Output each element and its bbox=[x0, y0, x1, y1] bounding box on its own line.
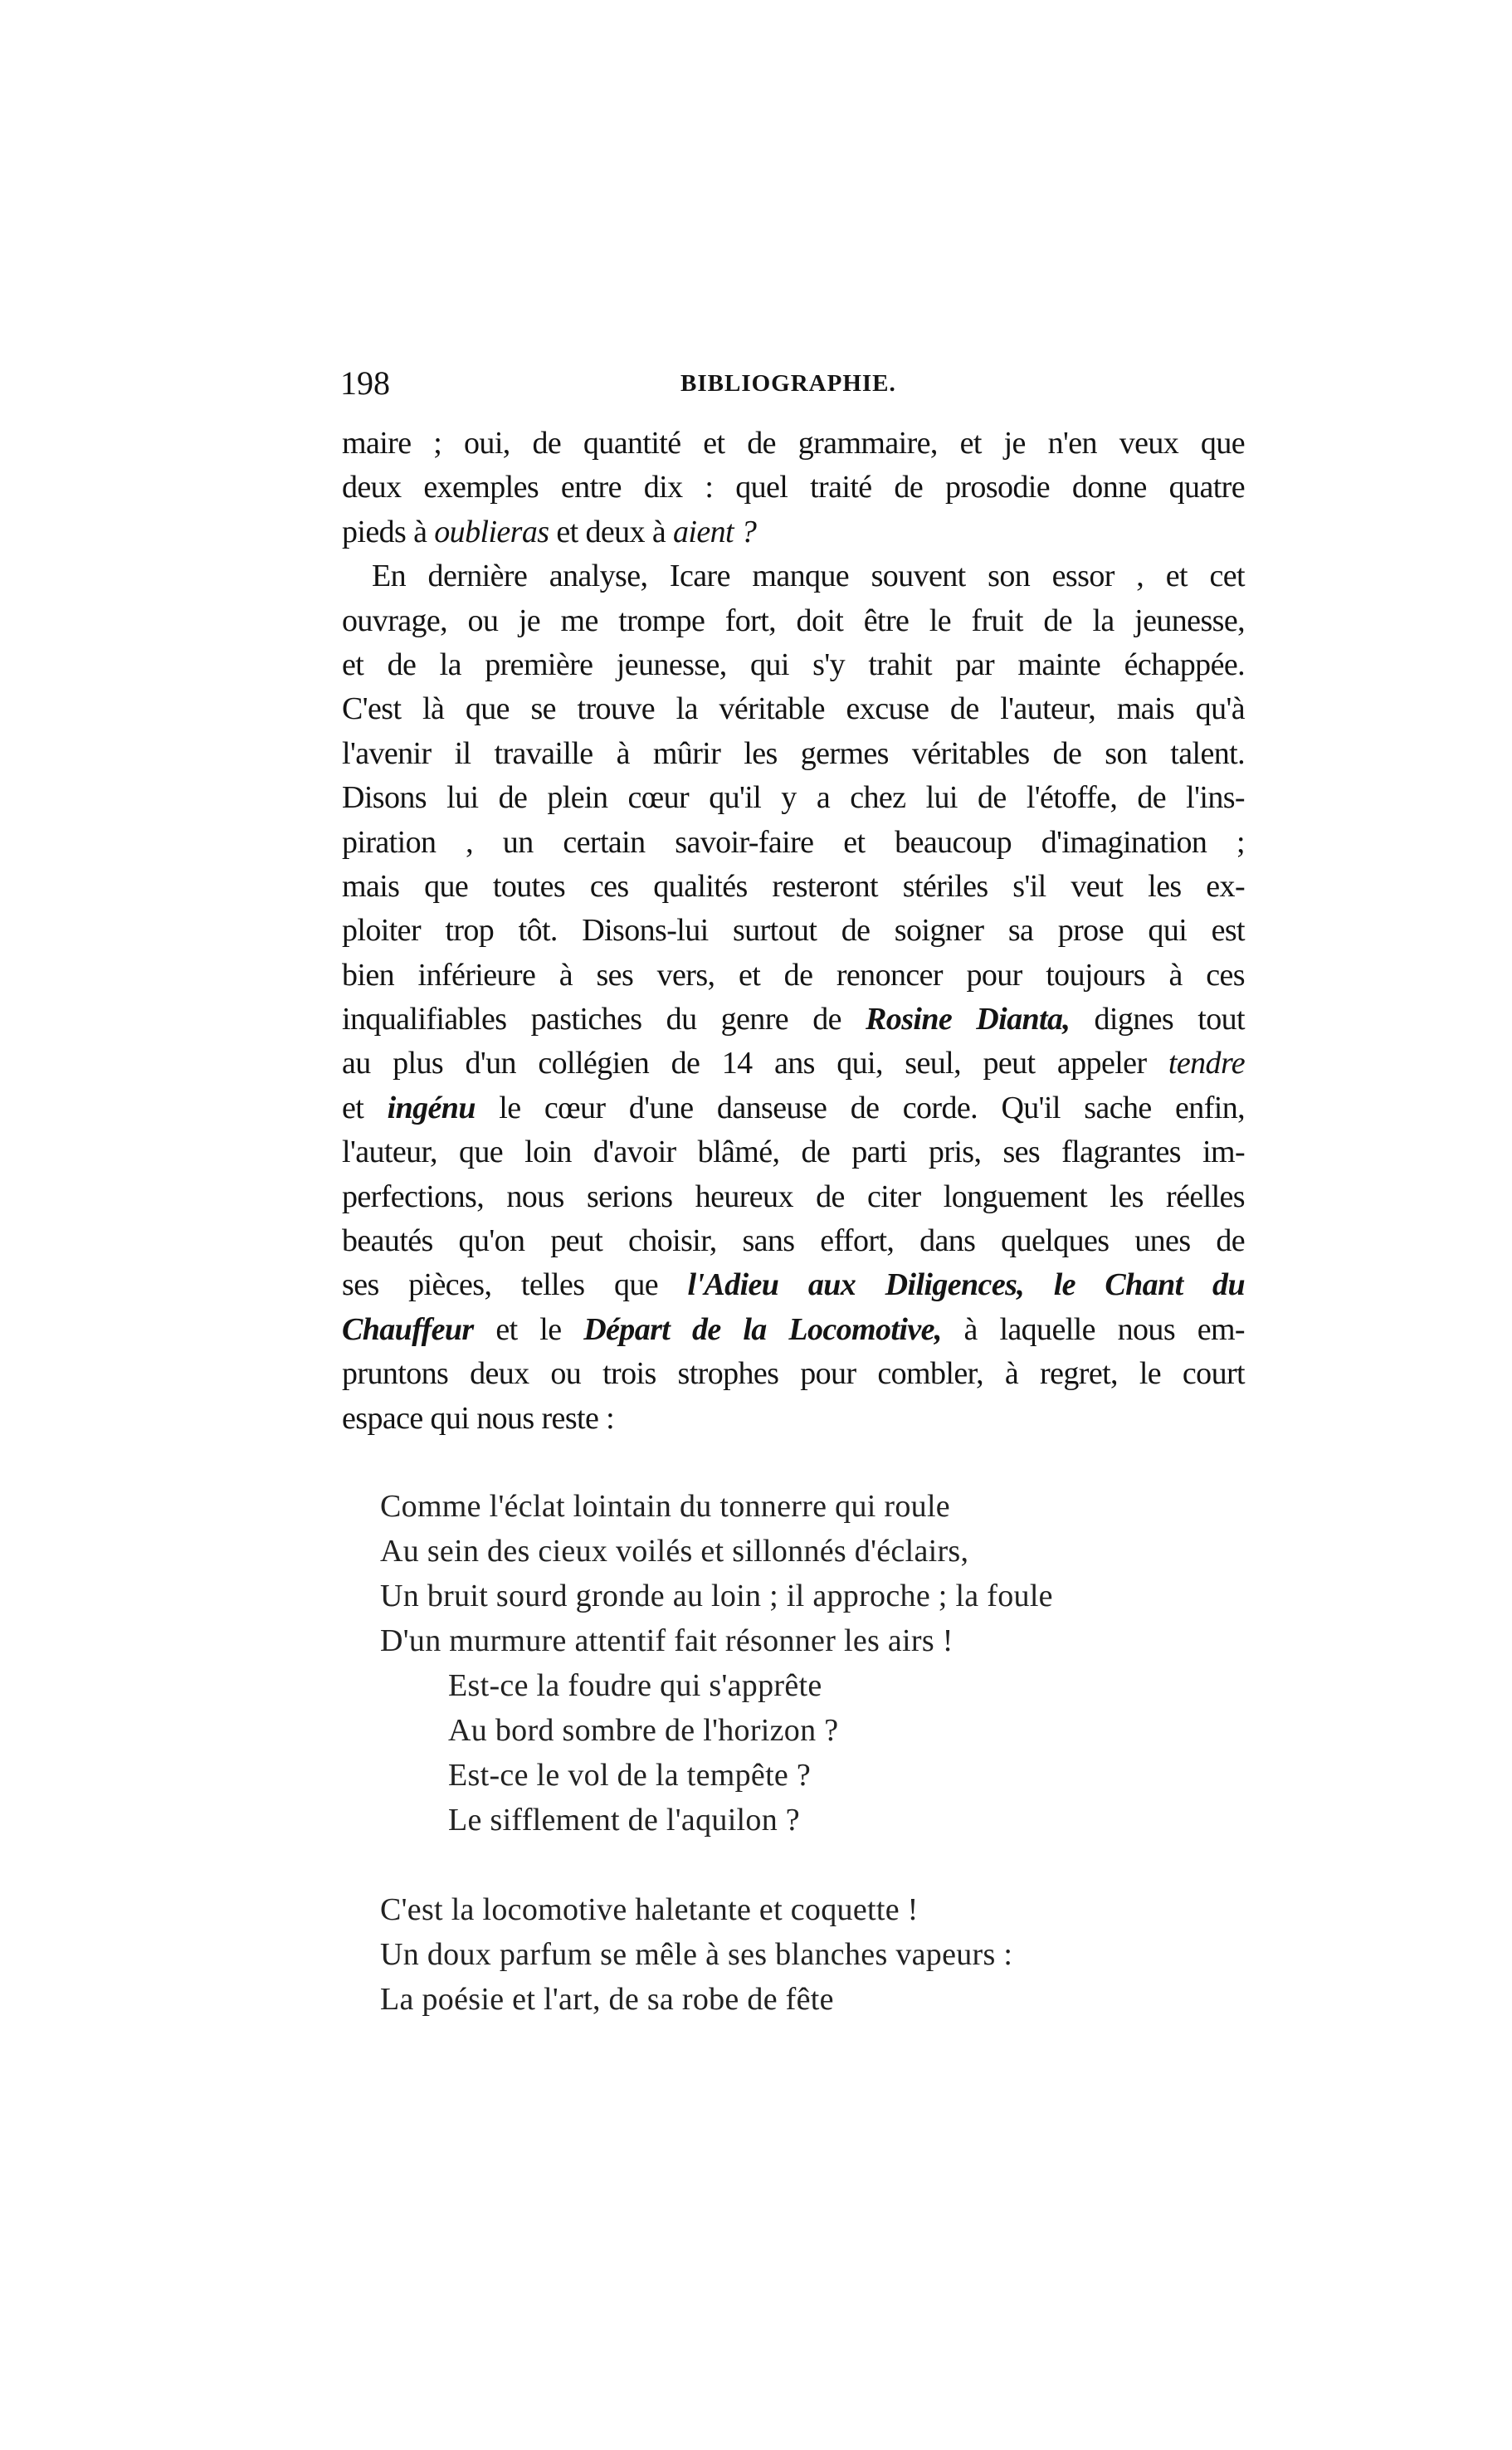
verse-line: Comme l'éclat lointain du tonnerre qui roule bbox=[380, 1489, 950, 1524]
text-run: au plus d'un collégien de 14 ans qui, seul, peut appeler bbox=[342, 1046, 1168, 1081]
text-run: C'est là que se trouve la véritable excuse de l'auteur, mais qu'à bbox=[342, 691, 1245, 727]
text-run: perfections, nous serions heureux de citer longuement les réelles bbox=[342, 1179, 1245, 1214]
prose-line bbox=[342, 1263, 1245, 1307]
prose-line bbox=[342, 1397, 1245, 1441]
text-run: et deux à bbox=[549, 514, 674, 549]
text-run: pruntons deux ou trois strophes pour combler, à regret, le court bbox=[342, 1356, 1245, 1392]
italic-title: l'Adieu aux Diligences, bbox=[687, 1267, 1025, 1303]
text-run: et le bbox=[473, 1311, 584, 1347]
italic-title: Chauffeur bbox=[342, 1311, 474, 1347]
verse-line: Est-ce la foudre qui s'apprête bbox=[448, 1668, 822, 1703]
prose-line bbox=[342, 909, 1245, 953]
text-run: ouvrage, ou je me trompe fort, doit être le fruit de la jeunesse, bbox=[342, 603, 1245, 638]
prose-line bbox=[342, 998, 1245, 1042]
prose-line bbox=[342, 776, 1245, 820]
italic-title: aient ? bbox=[673, 514, 757, 549]
italic-title: Départ de la Locomotive, bbox=[583, 1311, 942, 1347]
verse-line: Au sein des cieux voilés et sillonnés d'éclairs, bbox=[380, 1534, 969, 1569]
text-run: beautés qu'on peut choisir, sans effort, dans quelques unes de bbox=[342, 1223, 1245, 1259]
text-run: En dernière analyse, Icare manque souvent son essor , et cet bbox=[372, 559, 1245, 594]
text-run: pieds à bbox=[342, 514, 435, 549]
verse-line: Est-ce le vol de la tempête ? bbox=[448, 1758, 812, 1793]
text-run: Disons lui de plein cœur qu'il y a chez lui de l'étoffe, de l'ins- bbox=[342, 780, 1245, 816]
poem-stanza-1-refrain bbox=[380, 1663, 1053, 1842]
italic-title: ingénu bbox=[387, 1090, 476, 1125]
text-run: mais que toutes ces qualités resteront stériles s'il veut les ex- bbox=[342, 868, 1245, 904]
text-run: ses pièces, telles que bbox=[342, 1267, 688, 1303]
prose-line bbox=[342, 1352, 1245, 1396]
verse-line: Le sifflement de l'aquilon ? bbox=[448, 1803, 800, 1838]
text-run: deux exemples entre dix : quel traité de prosodie donne quatre bbox=[342, 470, 1245, 505]
prose-line bbox=[342, 1086, 1245, 1130]
prose-line bbox=[342, 865, 1245, 909]
poem-quotation bbox=[380, 1484, 1053, 2022]
text-run: espace qui nous reste : bbox=[342, 1400, 615, 1436]
verse-line: Un bruit sourd gronde au loin ; il approche ; la foule bbox=[380, 1579, 1053, 1613]
prose-line bbox=[342, 1175, 1245, 1219]
italic-title: le Chant du bbox=[1053, 1267, 1245, 1303]
verse-line: D'un murmure attentif fait résonner les airs ! bbox=[380, 1623, 954, 1658]
prose-line bbox=[342, 1308, 1245, 1352]
prose-line bbox=[342, 466, 1245, 510]
text-run: et de la première jeunesse, qui s'y trahit par mainte échappée. bbox=[342, 647, 1245, 682]
text-run: et bbox=[342, 1090, 388, 1125]
text-run bbox=[1024, 1267, 1054, 1302]
prose-line bbox=[342, 1130, 1245, 1174]
text-run: l'auteur, que loin d'avoir blâmé, de parti pris, ses flagrantes im- bbox=[342, 1135, 1245, 1170]
prose-line bbox=[342, 599, 1245, 643]
text-run: bien inférieure à ses vers, et de renoncer pour toujours à ces bbox=[342, 957, 1245, 993]
prose-line bbox=[342, 643, 1245, 687]
verse-line: C'est la locomotive haletante et coquette ! bbox=[380, 1892, 919, 1927]
text-run: inqualifiables pastiches du genre de bbox=[342, 1002, 866, 1037]
prose-line bbox=[342, 422, 1245, 466]
text-run: à laquelle nous em- bbox=[941, 1311, 1245, 1347]
text-run: dignes tout bbox=[1070, 1002, 1245, 1037]
verse-line: Au bord sombre de l'horizon ? bbox=[448, 1713, 839, 1748]
poem-stanza-2 bbox=[380, 1887, 1053, 2022]
text-run: maire ; oui, de quantité et de grammaire, et je n'en veux que bbox=[342, 426, 1245, 461]
verse-line: La poésie et l'art, de sa robe de fête bbox=[380, 1982, 834, 2017]
italic-title: Rosine Dianta, bbox=[866, 1002, 1071, 1037]
prose-line bbox=[342, 732, 1245, 776]
page-number: 198 bbox=[340, 364, 390, 402]
poem-stanza-1 bbox=[380, 1484, 1053, 1663]
italic-title: tendre bbox=[1168, 1046, 1245, 1081]
verse-line: Un doux parfum se mêle à ses blanches vapeurs : bbox=[380, 1937, 1013, 1972]
text-run: piration , un certain savoir-faire et beaucoup d'imagination ; bbox=[342, 824, 1245, 860]
prose-body bbox=[342, 422, 1245, 1441]
running-title: BIBLIOGRAPHIE. bbox=[680, 370, 896, 397]
prose-line bbox=[342, 687, 1245, 731]
prose-line bbox=[342, 554, 1245, 598]
prose-line bbox=[342, 510, 1245, 554]
prose-line bbox=[342, 821, 1245, 865]
prose-line bbox=[342, 1219, 1245, 1263]
text-run: l'avenir il travaille à mûrir les germes véritables de son talent. bbox=[342, 735, 1245, 771]
text-run: ploiter trop tôt. Disons-lui surtout de soigner sa prose qui est bbox=[342, 913, 1245, 949]
prose-line bbox=[342, 954, 1245, 998]
text-run: le cœur d'une danseuse de corde. Qu'il sache enfin, bbox=[475, 1090, 1246, 1125]
prose-line bbox=[342, 1042, 1245, 1086]
italic-title: oublieras bbox=[434, 514, 549, 549]
